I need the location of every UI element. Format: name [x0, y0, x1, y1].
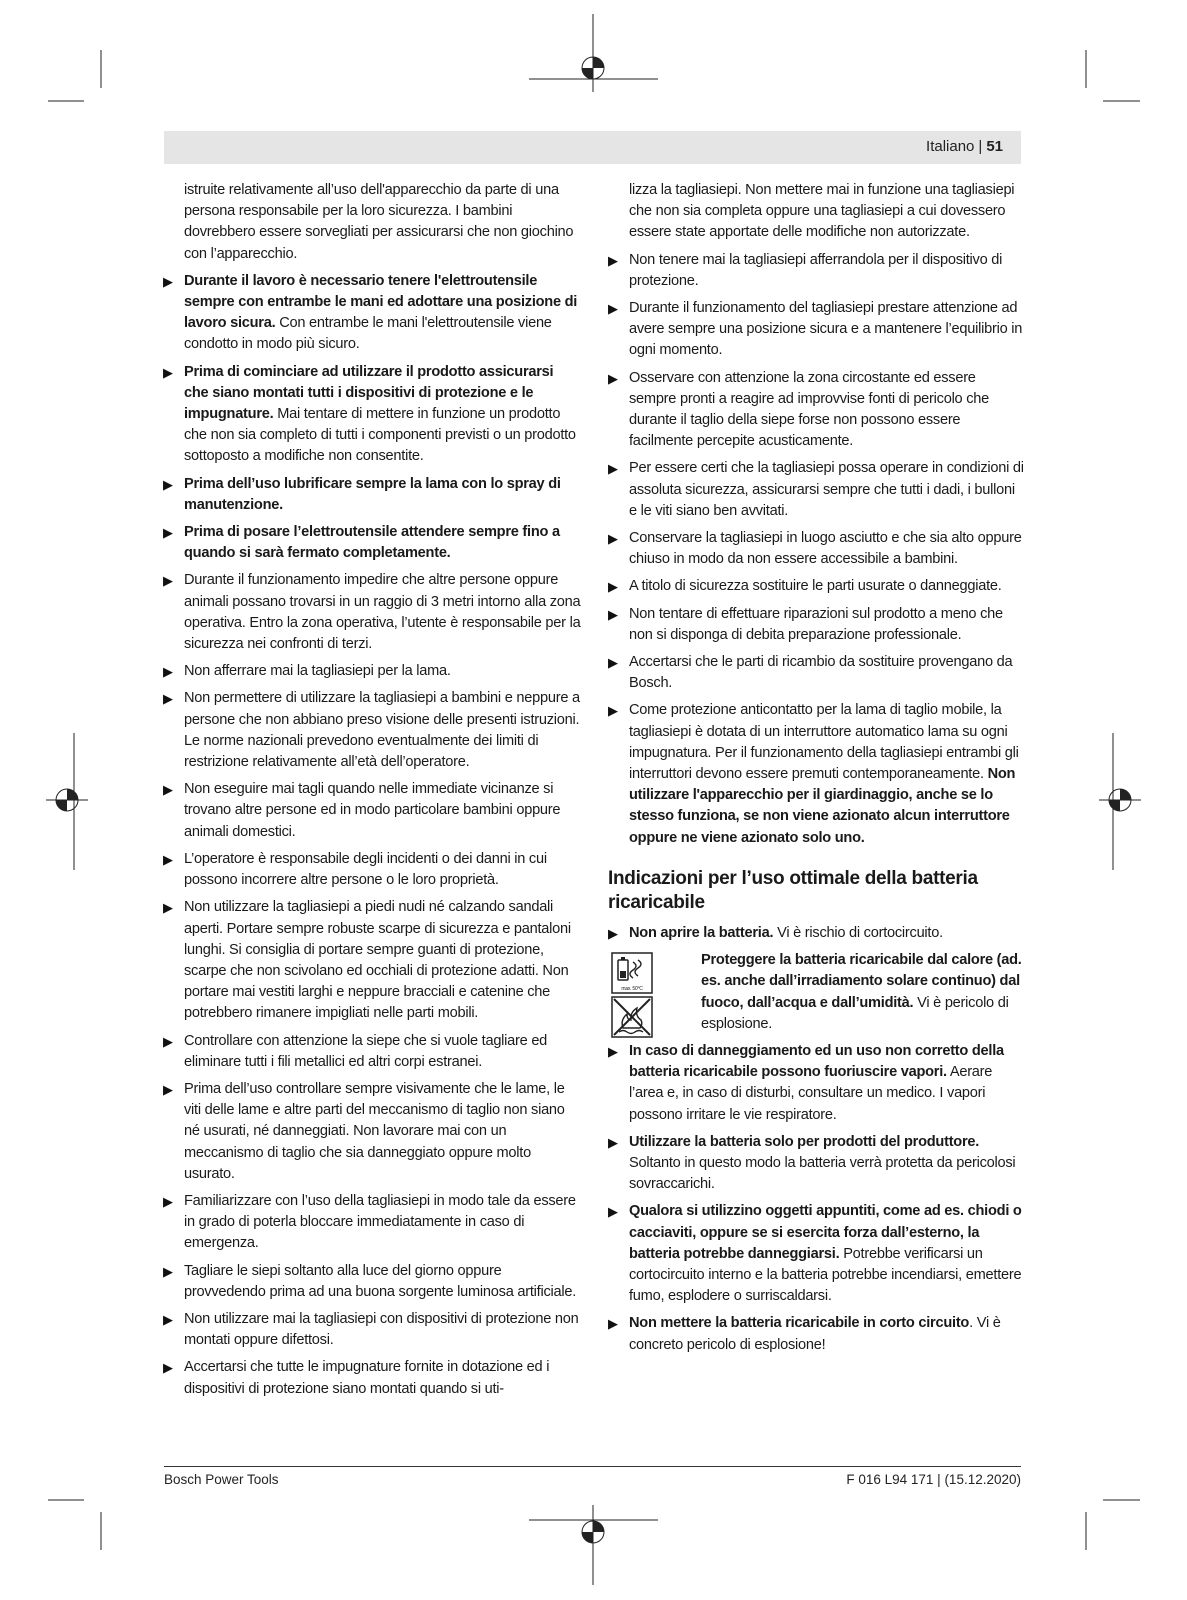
page-header	[164, 131, 1021, 164]
list-item	[163, 688, 581, 773]
list-item	[608, 923, 1024, 944]
bullet-arrow-icon: ▶	[163, 1263, 173, 1279]
list-item	[163, 1191, 581, 1255]
item-text: Non eseguire mai tagli quando nelle immediate vicinanze si trovano altre persone ed in modo particolare bambini oppure animali domestici.	[184, 781, 561, 840]
item-bold: Non mettere la batteria ricaricabile in corto circuito	[629, 1315, 970, 1332]
icon-block-text: Vi è pericolo di esplosione.	[701, 994, 1009, 1032]
list-item	[608, 1041, 1024, 1126]
right-continuation: lizza la tagliasiepi. Non mettere mai in funzione una tagliasiepi che non sia completa oppure una tagliasiepi a cui dovessero essere state apportate delle modifiche non autorizzate.	[629, 182, 1015, 241]
list-item	[608, 250, 1024, 292]
header-language: Italiano	[926, 138, 975, 155]
bullet-arrow-icon: ▶	[163, 664, 173, 680]
bullet-arrow-icon: ▶	[163, 1311, 173, 1327]
item-text: Per essere certi che la tagliasiepi possa operare in condizioni di assoluta sicurezza, assicurarsi sempre che tutti i dadi, i bulloni e le viti siano ben avvitati.	[629, 460, 1024, 519]
bullet-arrow-icon: ▶	[163, 525, 173, 541]
list-item	[608, 700, 1024, 848]
item-text: Vi è rischio di cortocircuito.	[773, 924, 943, 941]
item-text: Soltanto in questo modo la batteria verrà protetta da pericolosi sovraccarichi.	[629, 1154, 1016, 1193]
item-bold: Prima dell’uso lubrificare sempre la lama con lo spray di manutenzione.	[184, 475, 561, 513]
list-item	[163, 1031, 581, 1073]
list-item	[608, 458, 1024, 522]
bullet-arrow-icon: ▶	[608, 461, 618, 477]
item-text: Non utilizzare mai la tagliasiepi con dispositivi di protezione non montati oppure difettosi.	[184, 1310, 579, 1349]
bullet-arrow-icon: ▶	[608, 579, 618, 595]
bullet-arrow-icon: ▶	[608, 301, 618, 317]
item-bold: Qualora si utilizzino oggetti appuntiti, come ad es. chiodi o cacciaviti, oppure se si esercita forza dall’esterno, la batteria potrebbe danneggiarsi.	[629, 1203, 1022, 1262]
bullet-arrow-icon: ▶	[608, 370, 618, 386]
icon-block-bold: Proteggere la batteria ricaricabile dal calore (ad. es. anche dall’irradiamento solare continuo) dal fuoco, dall’acqua e dall’umidità.	[701, 952, 1022, 1011]
bullet-arrow-icon: ▶	[163, 1033, 173, 1049]
item-text: Familiarizzare con l’uso della tagliasiepi in modo tale da essere in grado di poterla bloccare immediatamente in caso di emergenza.	[184, 1192, 576, 1252]
bullet-arrow-icon: ▶	[163, 691, 173, 707]
list-item	[608, 1132, 1024, 1196]
item-text: . Vi è concreto pericolo di esplosione!	[629, 1315, 1001, 1353]
item-text: Accertarsi che le parti di ricambio da sostituire provengano da Bosch.	[629, 654, 1013, 692]
bullet-arrow-icon: ▶	[608, 1043, 618, 1059]
item-text: Durante il funzionamento impedire che altre persone oppure animali possano trovarsi in un raggio di 3 metri intorno alla zona operativa. Entro la zona operativa, l’utente è responsabile per la sicurezza nei confronti di terzi.	[184, 572, 581, 653]
item-text: Conservare la tagliasiepi in luogo asciutto e che sia alto oppure chiuso in modo da non essere accessibile a bambini.	[629, 530, 1022, 568]
bullet-arrow-icon: ▶	[163, 476, 173, 492]
bullet-arrow-icon: ▶	[608, 252, 618, 268]
list-item	[608, 576, 1024, 597]
bullet-arrow-icon: ▶	[608, 606, 618, 622]
intro-continuation: istruite relativamente all’uso dell'apparecchio da parte di una persona responsabile per la loro sicurezza. I bambini dovrebbero essere sorvegliati per assicurarsi che non giochino con l’apparecchio.	[184, 182, 574, 262]
list-item	[163, 779, 581, 843]
item-text: L’operatore è responsabile degli incidenti o dei danni in cui possono incorrere altre persone o le loro proprietà.	[184, 850, 547, 889]
section-title: Indicazioni per l’uso ottimale della batteria ricaricabile	[608, 867, 978, 913]
item-text: Controllare con attenzione la siepe che si vuole tagliare ed eliminare tutti i fili metallici ed altri corpi estranei.	[184, 1032, 548, 1070]
list-item	[608, 528, 1024, 570]
list-item	[163, 1309, 581, 1351]
bullet-arrow-icon: ▶	[608, 1134, 618, 1150]
warning-icon-block	[608, 950, 1024, 1035]
left-column	[163, 180, 581, 1406]
list-item	[163, 522, 581, 564]
item-text: Non permettere di utilizzare la tagliasiepi a bambini e neppure a persone che non abbiano preso visione delle presenti istruzioni. Le norme nazionali prevedono eventualmente dei limiti di restrizione relativamente all’età dell’operatore.	[184, 690, 580, 771]
header-text	[926, 138, 1003, 155]
list-item	[163, 1261, 581, 1303]
item-text: Non tentare di effettuare riparazioni sul prodotto a meno che non si disponga di debita preparazione professionale.	[629, 605, 1003, 643]
item-text: Non tenere mai la tagliasiepi afferrandola per il dispositivo di protezione.	[629, 251, 1003, 289]
item-text: Accertarsi che tutte le impugnature fornite in dotazione ed i dispositivi di protezione siano montati quando si uti-	[184, 1359, 550, 1397]
bullet-arrow-icon: ▶	[163, 851, 173, 867]
bullet-arrow-icon: ▶	[608, 1204, 618, 1220]
bullet-arrow-icon: ▶	[163, 364, 173, 380]
bullet-arrow-icon: ▶	[163, 782, 173, 798]
bullet-arrow-icon: ▶	[163, 273, 173, 289]
item-text: Mai tentare di mettere in funzione un prodotto che non sia completo di tutti i componenti previsti o un prodotto sottoposto a modifiche non consentite.	[184, 406, 576, 465]
bullet-arrow-icon: ▶	[163, 900, 173, 916]
list-item	[163, 849, 581, 891]
item-text: Tagliare le siepi soltanto alla luce del giorno oppure provvedendo prima ad una buona sorgente luminosa artificiale.	[184, 1262, 577, 1300]
bullet-arrow-icon: ▶	[608, 655, 618, 671]
item-text: Non utilizzare la tagliasiepi a piedi nudi né calzando sandali aperti. Portare sempre robuste scarpe di sicurezza e pantaloni lunghi. Si consiglia di portare sempre guanti di protezione, scarpe che non scivolano ed occhiali di protezione adatti. Non portare mai vestiti larghi e neppure bracciali e catenine che potrebbero rimanere impigliati nelle parti mobili.	[184, 899, 571, 1022]
list-item	[163, 570, 581, 655]
footer-doc-id: F 016 L94 171 | (15.12.2020)	[846, 1472, 1021, 1487]
right-column	[608, 180, 1024, 1362]
heat-warning-icon	[611, 952, 653, 994]
list-item	[163, 362, 581, 468]
bullet-arrow-icon: ▶	[163, 1360, 173, 1376]
item-text: Prima dell’uso controllare sempre visivamente che le lame, le viti delle lame e altre parti del meccanismo di taglio non siano né usurati, né danneggiati. Non lavorare mai con un meccanismo di taglio che sia danneggiato oppure molto usurato.	[184, 1080, 565, 1182]
footer-brand: Bosch Power Tools	[164, 1472, 279, 1487]
item-bold: Non utilizzare l'apparecchio per il giardinaggio, anche se lo stesso funziona, se non viene azionato alcun interruttore oppure ne viene azionato solo uno.	[629, 766, 1016, 846]
item-bold: Prima di posare l’elettroutensile attendere sempre fino a quando si sarà fermato completamente.	[184, 524, 560, 562]
list-item	[163, 1079, 581, 1185]
bullet-arrow-icon: ▶	[608, 703, 618, 719]
no-fire-water-icon	[611, 996, 653, 1038]
item-bold: Utilizzare la batteria solo per prodotti del produttore.	[629, 1133, 980, 1150]
item-text: Aerare l’area e, in caso di disturbi, consultare un medico. I vapori possono irritare le vie respiratore.	[629, 1064, 993, 1123]
list-item	[608, 652, 1024, 694]
list-item	[163, 661, 581, 682]
item-bold: Durante il lavoro è necessario tenere l'elettroutensile sempre con entrambe le mani ed adottare una posizione di lavoro sicura.	[184, 272, 578, 332]
list-item	[608, 368, 1024, 453]
item-bold: Prima di cominciare ad utilizzare il prodotto assicurarsi che siano montati tutti i dispositivi di protezione e le impugnature.	[184, 363, 554, 423]
heat-warning-label: max. 50°C	[621, 986, 643, 993]
item-text: Non afferrare mai la tagliasiepi per la lama.	[184, 663, 451, 680]
list-item	[163, 474, 581, 516]
list-item	[608, 298, 1024, 362]
bullet-arrow-icon: ▶	[163, 1193, 173, 1209]
item-text: Potrebbe verificarsi un cortocircuito interno e la batteria potrebbe incendiarsi, emettere fumo, esplodere o surriscaldarsi.	[629, 1245, 1022, 1305]
footer-rule	[164, 1466, 1021, 1467]
header-separator: |	[978, 138, 983, 155]
page-number: 51	[986, 138, 1003, 155]
list-item	[608, 1201, 1024, 1307]
bullet-arrow-icon: ▶	[163, 1081, 173, 1097]
bullet-arrow-icon: ▶	[608, 1316, 618, 1332]
item-text: Durante il funzionamento del tagliasiepi prestare attenzione ad avere sempre una posizione sicura e a mantenere l’equilibrio in ogni momento.	[629, 300, 1023, 359]
list-item	[608, 604, 1024, 646]
list-item	[163, 271, 581, 356]
item-text: Osservare con attenzione la zona circostante ed essere sempre pronti a reagire ad improvvise fonti di pericolo che durante il taglio della siepe forse non possono essere facilmente percepite acusticamente.	[629, 369, 990, 450]
bullet-arrow-icon: ▶	[608, 531, 618, 547]
item-bold: Non aprire la batteria.	[629, 924, 774, 941]
list-item	[608, 1313, 1024, 1355]
list-item	[163, 897, 581, 1024]
bullet-arrow-icon: ▶	[608, 925, 618, 941]
item-text: Come protezione anticontatto per la lama di taglio mobile, la tagliasiepi è dotata di un interruttore automatico lama su ogni impugnatura. Per il funzionamento della tagliasiepi entrambi gli interruttori devono essere premuti contemporaneamente.	[629, 702, 1019, 783]
item-text: A titolo di sicurezza sostituire le parti usurate o danneggiate.	[629, 578, 1002, 595]
item-bold: In caso di danneggiamento ed un uso non corretto della batteria ricaricabile possono fuoriuscire vapori.	[629, 1042, 1004, 1081]
list-item	[163, 1357, 581, 1399]
bullet-arrow-icon: ▶	[163, 573, 173, 589]
item-text: Con entrambe le mani l'elettroutensile viene condotto in modo più sicuro.	[184, 315, 552, 353]
